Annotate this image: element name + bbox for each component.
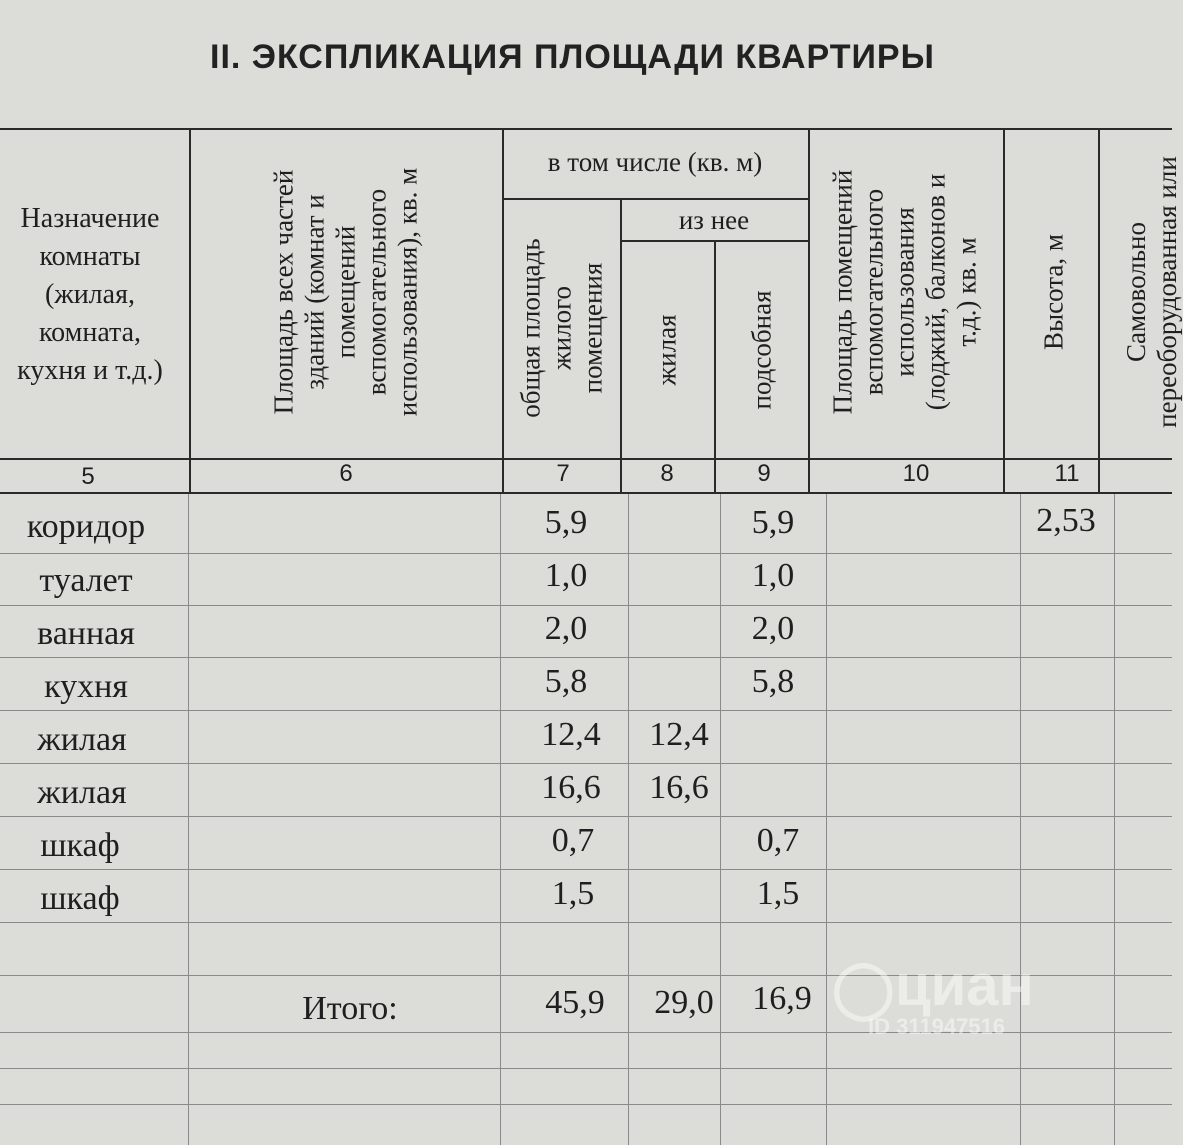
header-bottom-border [0, 458, 1172, 460]
header-total-living: общая площадь жилого помещения [515, 238, 608, 418]
header-height: Высота, м [1038, 234, 1069, 350]
col-number: 8 [660, 460, 674, 487]
col-number: 10 [902, 460, 930, 487]
row-divider [0, 869, 1172, 870]
col-divider-11 [1003, 128, 1005, 494]
header-auxiliary: подсобная [746, 290, 777, 410]
col-divider-6 [189, 128, 191, 494]
room-total-area: 1,0 [544, 557, 588, 594]
row-divider [0, 553, 1172, 554]
including-divider [502, 198, 808, 200]
body-col-divider [1114, 494, 1115, 1145]
room-living-area: 16,6 [649, 769, 709, 806]
room-aux-area: 1,5 [756, 875, 800, 912]
watermark-id: ID 311947516 [868, 1014, 1006, 1039]
totals-aux-area: 16,9 [752, 980, 812, 1017]
room-aux-area: 1,0 [751, 557, 795, 594]
room-total-area: 1,5 [551, 875, 595, 912]
row-divider [0, 1068, 1172, 1069]
col-number: 7 [556, 460, 570, 487]
room-name: шкаф [40, 827, 120, 864]
room-name: коридор [26, 508, 146, 545]
room-name: туалет [39, 562, 133, 599]
room-name: жилая [37, 721, 127, 758]
col-divider-10 [808, 128, 810, 494]
col-divider-9 [714, 240, 716, 494]
room-name: ванная [37, 615, 135, 652]
header-self-built: Самовольно переоборудованная или [1121, 156, 1182, 428]
body-col-divider [720, 494, 721, 1145]
room-total-area: 5,8 [544, 663, 588, 700]
room-aux-area: 0,7 [756, 822, 800, 859]
header-aux-area: Площадь помещений вспомогательного использования (лоджий, балконов и т.д.) кв. м [827, 169, 982, 415]
row-divider [0, 657, 1172, 658]
body-col-divider [188, 494, 189, 1145]
watermark-logo-icon: ◯ [832, 956, 895, 1019]
room-living-area: 12,4 [649, 716, 709, 753]
room-total-area: 12,4 [541, 716, 601, 753]
row-divider [0, 816, 1172, 817]
body-col-divider [628, 494, 629, 1145]
room-aux-area: 5,9 [751, 504, 795, 541]
row-divider [0, 922, 1172, 923]
room-total-area: 0,7 [551, 822, 595, 859]
header-area-all: Площадь всех частей зданий (комнат и помещений вспомогательного использования), кв. м [268, 167, 423, 417]
totals-label: Итого: [302, 990, 398, 1027]
header-including: в том числе (кв. м) [547, 147, 763, 177]
col-number: 6 [339, 460, 353, 487]
room-name: шкаф [40, 880, 120, 917]
number-row-bottom-border [0, 492, 1172, 494]
header-living: жилая [651, 314, 682, 386]
header-of-it: из нее [678, 205, 750, 235]
watermark-brand: циан [895, 953, 1034, 1018]
page-title: II. ЭКСПЛИКАЦИЯ ПЛОЩАДИ КВАРТИРЫ [210, 38, 935, 76]
room-aux-area: 2,0 [751, 610, 795, 647]
col-number: 11 [1054, 460, 1080, 487]
room-name: жилая [37, 774, 127, 811]
header-top-border [0, 128, 1172, 130]
col-number: 5 [81, 463, 95, 490]
totals-living-area: 29,0 [654, 984, 714, 1021]
body-col-divider [1020, 494, 1021, 1145]
totals-total-area: 45,9 [545, 984, 605, 1021]
col-divider-8 [620, 198, 622, 494]
row-divider [0, 1104, 1172, 1105]
col-divider-7 [502, 128, 504, 494]
row-divider [0, 605, 1172, 606]
room-aux-area: 5,8 [751, 663, 795, 700]
row-divider [0, 763, 1172, 764]
room-height: 2,53 [1036, 502, 1096, 539]
col-number: 9 [757, 460, 771, 487]
body-col-divider [826, 494, 827, 1145]
row-divider [0, 710, 1172, 711]
room-total-area: 16,6 [541, 769, 601, 806]
body-col-divider [500, 494, 501, 1145]
header-purpose: Назначение комнаты (жилая, комната, кухня и т.д.) [17, 203, 163, 386]
room-total-area: 2,0 [544, 610, 588, 647]
room-total-area: 5,9 [544, 504, 588, 541]
room-name: кухня [44, 668, 128, 705]
col-divider-12 [1098, 128, 1100, 494]
